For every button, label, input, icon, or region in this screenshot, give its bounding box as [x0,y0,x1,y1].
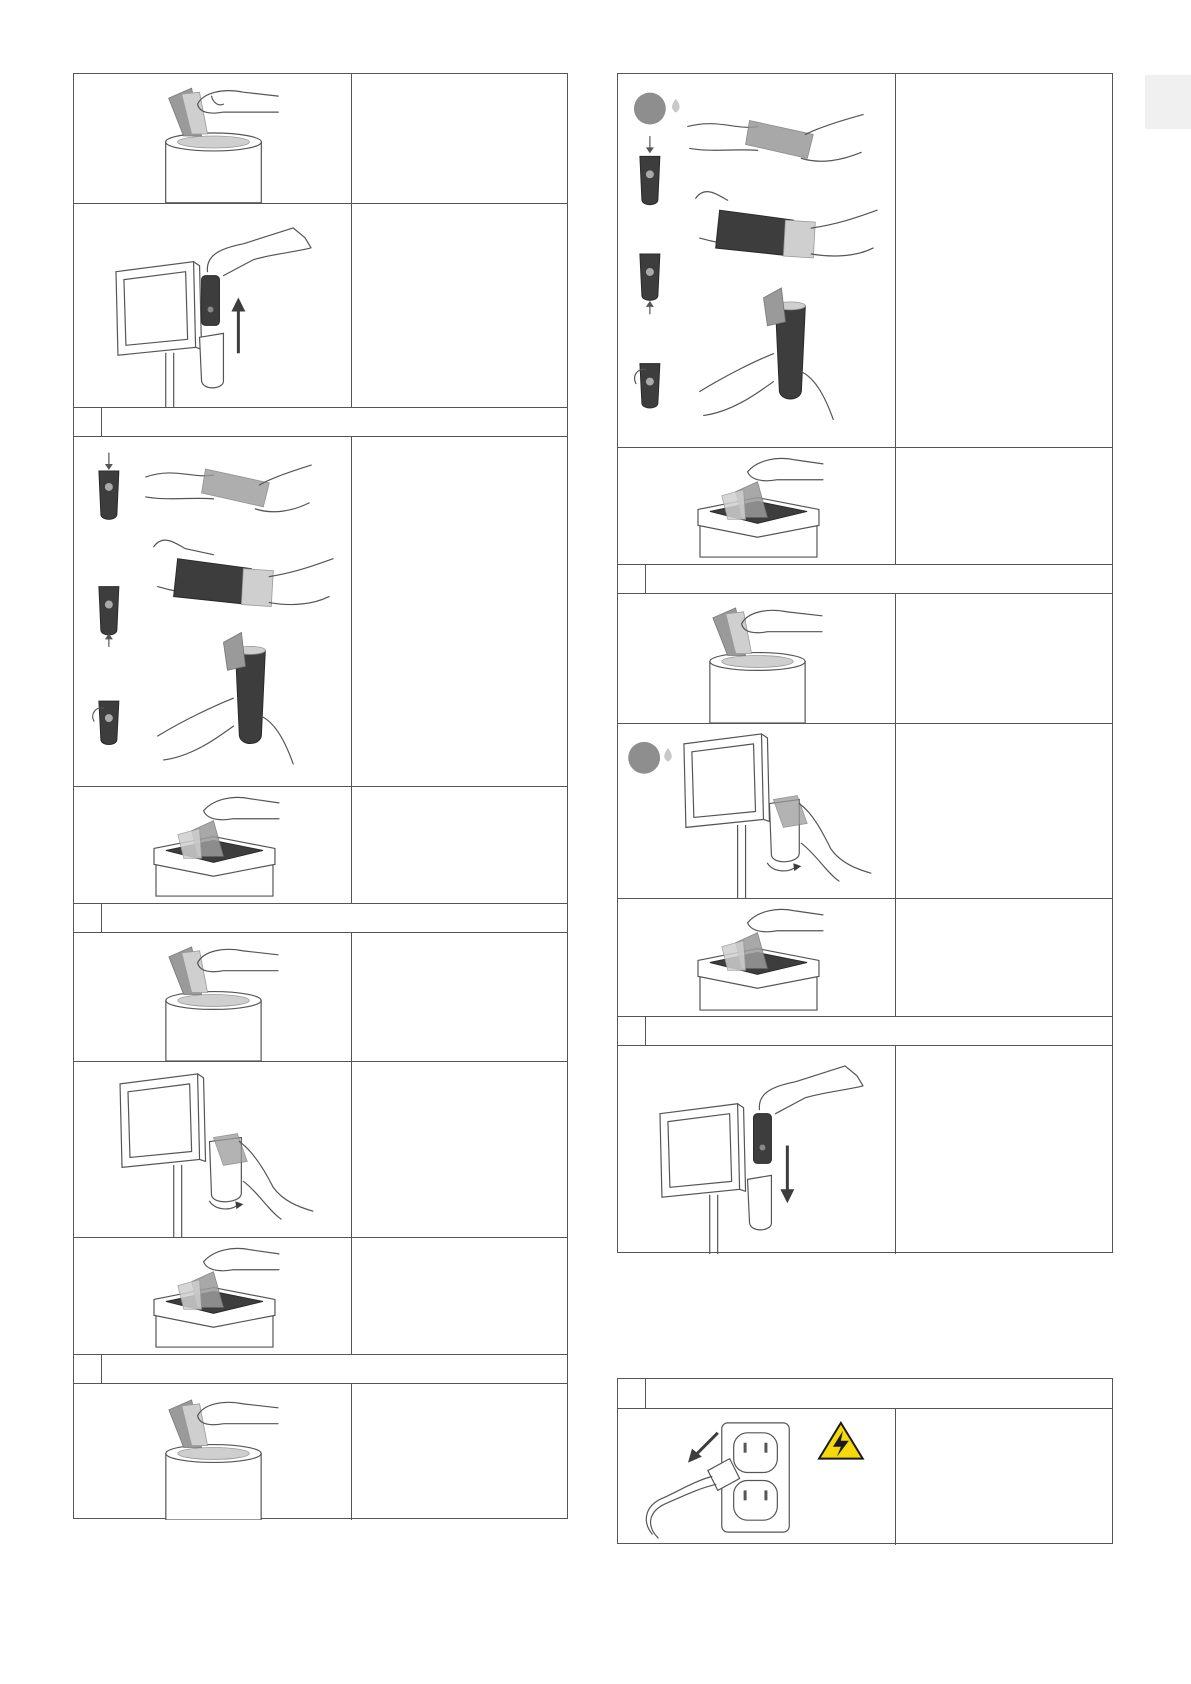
step-illustration [74,1238,352,1354]
wipe-from-canister-icon [74,1384,351,1520]
step-row [74,932,567,1061]
step-text [352,204,567,407]
step-row [618,1408,1112,1545]
wet-wait-disassemble-cup-icon [618,74,895,447]
step-text [896,724,1112,898]
step-row [74,436,567,786]
section-header [618,564,1112,593]
step-text [896,448,1112,564]
dispose-wipe-icon [618,899,895,1016]
step-row [618,1045,1112,1254]
step-text [896,594,1112,723]
step-illustration [74,437,352,786]
step-illustration [618,448,896,564]
unplug-procedure-table [617,1378,1113,1544]
step-illustration [618,74,896,447]
step-text [896,74,1112,447]
step-text [896,899,1112,1016]
section-number [74,1355,102,1383]
step-text [352,437,567,786]
left-procedure-table [73,73,568,1519]
disassemble-and-wipe-cup-icon [74,437,351,786]
unplug-power-cord-icon [618,1409,895,1545]
step-row [618,898,1112,1016]
step-illustration [74,1062,352,1237]
liquid-drop-icon [672,99,680,113]
section-number [618,1017,646,1045]
section-number [74,904,102,932]
wait-timer-icon [634,93,666,125]
wipe-from-canister-icon [74,74,351,203]
right-procedure-table [617,73,1113,1253]
wipe-cup-holder-icon [74,1062,351,1237]
step-text [352,74,567,203]
step-row [618,447,1112,564]
section-number [618,565,646,593]
step-row [618,74,1112,447]
dispose-wipe-icon [74,787,351,903]
step-illustration [618,1409,896,1545]
section-header [74,1354,567,1383]
step-text [896,1409,1112,1545]
replace-cup-in-holder-icon [618,1046,895,1254]
wet-wait-wipe-holder-icon [618,724,895,898]
section-header [618,1379,1112,1408]
section-header [618,1016,1112,1045]
step-text [352,1238,567,1354]
wipe-from-canister-icon [618,594,895,723]
section-number [74,408,102,436]
remove-cup-from-holder-icon [74,204,351,407]
dispose-wipe-icon [618,448,895,564]
step-illustration [74,204,352,407]
wait-timer-icon [628,742,660,774]
step-illustration [618,724,896,898]
step-row [74,74,567,203]
liquid-drop-icon [664,748,672,762]
dispose-wipe-icon [74,1238,351,1354]
step-text [896,1046,1112,1254]
section-header [74,903,567,932]
step-illustration [74,74,352,203]
wipe-from-canister-icon [74,933,351,1061]
step-row [74,786,567,903]
step-illustration [74,933,352,1061]
step-text [352,1062,567,1237]
step-row [618,723,1112,898]
step-illustration [74,787,352,903]
section-number [618,1379,646,1408]
step-illustration [618,899,896,1016]
step-text [352,1384,567,1520]
step-row [74,1237,567,1354]
step-row [618,593,1112,723]
step-row [74,1383,567,1520]
step-illustration [618,594,896,723]
step-illustration [74,1384,352,1520]
step-row [74,1061,567,1237]
chapter-side-tab [1145,75,1191,129]
electrical-hazard-warning-icon [819,1423,863,1459]
step-text [352,787,567,903]
step-illustration [618,1046,896,1254]
step-row [74,203,567,407]
section-header [74,407,567,436]
step-text [352,933,567,1061]
